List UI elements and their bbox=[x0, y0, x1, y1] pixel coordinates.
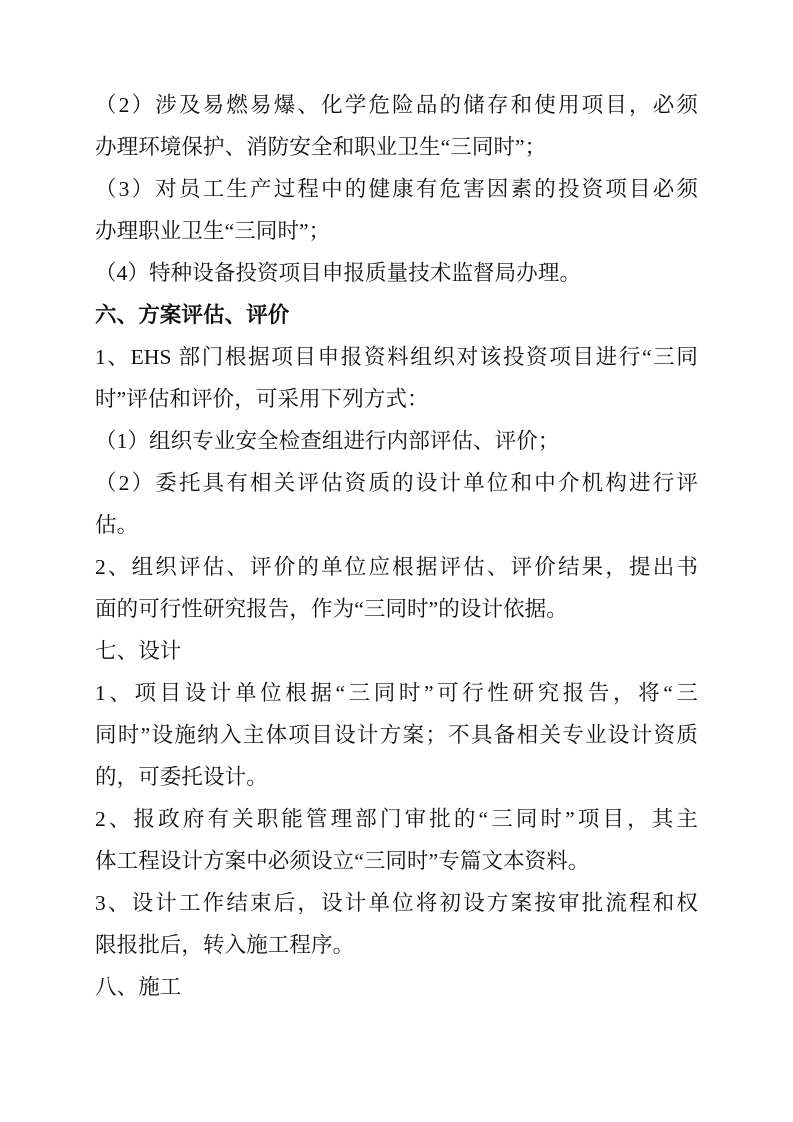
paragraph-line: 办理环境保护、消防安全和职业卫生“三同时”； bbox=[95, 135, 547, 159]
paragraph-line: （3）对员工生产过程中的健康有危害因素的投资项目必须 bbox=[95, 177, 698, 201]
paragraph-line: （2）涉及易燃易爆、化学危险品的储存和使用项目，必须 bbox=[95, 93, 698, 117]
paragraph-line: （4）特种设备投资项目申报质量技术监督局办理。 bbox=[95, 261, 582, 285]
paragraph-line: 限报批后，转入施工程序。 bbox=[95, 933, 355, 957]
paragraph-line: 2、组织评估、评价的单位应根据评估、评价结果，提出书 bbox=[95, 555, 698, 579]
paragraph-line: 3、设计工作结束后，设计单位将初设方案按审批流程和权 bbox=[95, 891, 698, 915]
paragraph-line: 体工程设计方案中必须设立“三同时”专篇文本资料。 bbox=[95, 849, 590, 873]
section-heading: 八、施工 bbox=[95, 975, 182, 999]
paragraph-line: 的，可委托设计。 bbox=[95, 765, 268, 789]
section-heading: 七、设计 bbox=[95, 639, 182, 663]
paragraph-line: （1）组织专业安全检查组进行内部评估、评价； bbox=[95, 429, 560, 453]
section-heading: 六、方案评估、评价 bbox=[95, 303, 290, 327]
paragraph-line: 2、报政府有关职能管理部门审批的“三同时”项目，其主 bbox=[95, 807, 698, 831]
paragraph-line: （2）委托具有相关评估资质的设计单位和中介机构进行评 bbox=[95, 471, 698, 495]
paragraph-line: 同时”设施纳入主体项目设计方案；不具备相关专业设计资质 bbox=[95, 723, 698, 747]
paragraph-line: 办理职业卫生“三同时”； bbox=[95, 219, 331, 243]
paragraph-line: 时”评估和评价，可采用下列方式： bbox=[95, 387, 429, 411]
paragraph-line: 估。 bbox=[95, 513, 139, 537]
paragraph-line: 1、EHS 部门根据项目申报资料组织对该投资项目进行“三同 bbox=[95, 345, 698, 369]
paragraph-line: 1、项目设计单位根据“三同时”可行性研究报告，将“三 bbox=[95, 681, 698, 705]
document-body bbox=[95, 84, 698, 1008]
paragraph-line: 面的可行性研究报告，作为“三同时”的设计依据。 bbox=[95, 597, 568, 621]
